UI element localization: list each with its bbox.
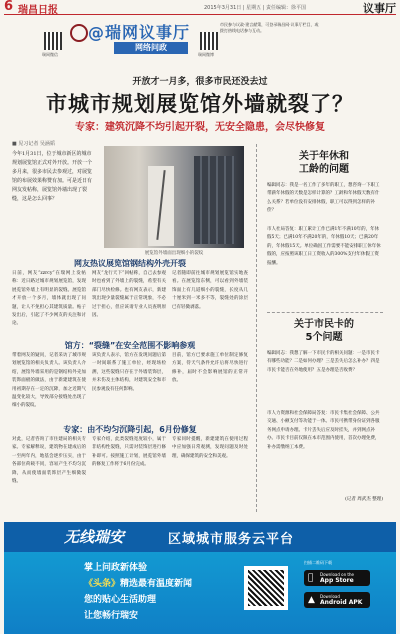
ad-line-2-text: 精选最有温度新闻 [120, 579, 193, 589]
paper-name: 瑞昌日报 [18, 5, 58, 16]
box2-title-line1: 关于市民卡的 [294, 319, 354, 330]
qr-caption-left: 瑞网微信 [42, 52, 58, 57]
ad-title: 区域城市服务云平台 [168, 532, 295, 547]
at-sign-icon [70, 24, 88, 42]
box1-title [269, 150, 379, 176]
ad-line-2-highlight: 《头条》 [84, 579, 121, 589]
qr-caption-right: 瑞网微博 [198, 52, 214, 57]
ad-line-4: 让您畅行瑞安 [84, 611, 139, 621]
section1-title: 网友热议展览馆钢结构外壳开裂 [74, 259, 186, 268]
section2-title: 馆方：“裂缝”在安全范围不影响参观 [64, 341, 196, 350]
ad-line-2 [84, 576, 192, 589]
banner-title: @瑞网议事厅 [88, 23, 191, 42]
android-name: Android APK [320, 599, 363, 606]
qr-code-icon [200, 32, 218, 50]
qr-code-icon [44, 32, 62, 50]
article-lead: 今年1月31日，位于城市新区的城市规划展览馆正式对外开放。开放一个多月来，很多市民去参观过，对展览馆的布展效果称赞有加。可是近日有网友发帖称，展览馆外墙出现了裂缝，这是怎么回事？ [12, 151, 93, 202]
ad-line-3: 您的贴心生活助理 [84, 595, 157, 605]
app-store-name: App Store [320, 577, 354, 584]
ad-tagline: 无线瑞安 [64, 528, 125, 546]
box1-answer: 市人社局答复：职工累计工作已满1年不满10年的，年休假5天；已满10年不满20年的，年休假10天；已满20年的，年休假15天。单位确因工作需要不能安排职工休年休假的，应按照该职工日工资收入的300%支付年休假工资报酬。 [267, 227, 381, 266]
section1-col3: 记者随即前往城市规划展览馆实地查看。在展览馆东侧，可以看到外墙装饰面上有几道细小的裂缝，长度从几十厘米到一米多不等，裂缝处的涂层已有轻微剥落。 [172, 271, 248, 310]
section1-col1: 日前，网友“zzrcy”在瑞网上发帖称：近日路过城市规划展览馆，发现展览馆外墙上有明显的裂缝。展览馆才开放一个多月，墙体就出现了问题，让人不免担心其建筑质量。帖子发出后，引起了不少网友的关注和讨论。 [12, 271, 86, 327]
box1-title-line2: 工龄的问题 [299, 164, 349, 175]
article-byline: ■ 见习记者 吴涵韬 [12, 141, 55, 147]
section-title: 议事厅 [363, 2, 396, 15]
section2-col3: 目前，馆方已要求施工单位制定修复方案，待天气条件允许后将尽快进行修补，届时不会影响展馆的正常开放。 [172, 353, 248, 384]
download-qr-code-icon[interactable] [244, 566, 288, 610]
issue-meta: 2015年3月31日 | 星期五 | 责任编辑：徐平国 [204, 5, 306, 11]
box2-title-line2: 5个问题 [305, 332, 343, 343]
box2-title [269, 318, 379, 344]
photo-caption: 展览馆外墙面出现细小的裂纹 [144, 251, 204, 256]
android-apk-button[interactable] [304, 592, 370, 608]
photo-glass-facade [194, 156, 236, 244]
ad-line-1: 掌上问政新体验 [84, 563, 148, 573]
sidebar-box [257, 144, 389, 512]
android-top: Download [320, 594, 340, 599]
article-kicker: 开放才一月多，很多市民还没去过 [132, 77, 268, 87]
sidebar-divider [267, 312, 383, 313]
store-hint: 扫描二维码下载 [304, 560, 332, 565]
column-banner [40, 18, 396, 64]
section3-col1: 对此，记者咨询了市住建局的相关专家。专家解释说，建筑物在建成后的一至两年内，地基会逐步压实，由于各部位荷载不同，容易产生不均匀沉降，从而使墙面装饰层产生细微裂缝。 [12, 437, 86, 485]
section2-col1: 带着网友的疑问，记者采访了城市规划展览馆的相关负责人。该负责人介绍，展馆外墙采用的是钢结构外壳加装饰面板的做法，由于新建建筑在使用初期存在一定的沉降，加之近期气温变化较大，导致部分接缝处出现了细小的裂纹。 [12, 353, 86, 409]
article-photo [104, 146, 244, 248]
banner-text: 市民参与议政·建言献策，可登录瑞昌网·议事厅栏目，或拨打热线电话参与互动。 [220, 22, 319, 33]
android-icon: ▲ [308, 595, 315, 605]
box1-question: 编辑同志：我是一名工作了多年的职工，想咨询一下职工带薪年休假的天数是怎样计算的？工龄和年休假天数有什么关系？若单位没有安排休假，职工可以得到怎样的补偿？ [267, 183, 380, 214]
box2-question: 编辑同志：我想了解一下市民卡的相关问题：一是市民卡有哪些功能？二是如何办理？三是丢失后怎么补办？四是市民卡能否在外地使用？五是办理是否收费？ [267, 351, 380, 373]
banner-subtitle: 网络问政 [114, 42, 188, 54]
section3-title: 专家：由不均匀沉降引起，6月份修复 [63, 425, 197, 434]
section2-col2: 该负责人表示，馆方在发现问题后第一时间联系了施工单位，经现场检测，这些裂缝只存在于外墙装饰层，并未伤及主体结构，对建筑安全和市民参观没有任何影响。 [92, 353, 166, 392]
page-number: 6 [4, 0, 14, 14]
sidebar [256, 144, 389, 512]
sidebar-signature: (记者 周武杰 整理) [345, 497, 383, 502]
app-store-top: Download on the [320, 572, 354, 577]
article-headline: 市城市规划展览馆外墙就裂了？ [46, 92, 354, 116]
page-header [4, 0, 396, 15]
box2-answer: 市人力资源和社会保障局答复：市民卡集社会保障、公共交通、小额支付等功能于一体。市民可携带身份证到各服务网点申请办理。卡片丢失后应及时挂失，并到网点补办。市民卡目前仅限在本市范围内使用，首次办理免费，补办需缴纳工本费。 [267, 411, 380, 450]
section1-col2: 网友“龙行天下”回帖称，自己去参观时也看到了外墙上的裂缝，希望有关部门尽快检修。也有网友表示，新建筑出现少量裂缝属于正常现象，不必过于担心，但应该请专业人员查明原因。 [92, 271, 166, 319]
section3-col3: 专家同时提醒，新建建筑在使用过程中应加强日常观测，发现问题及时处理，确保建筑的安全和美观。 [172, 437, 248, 459]
article-subhead: 专家：建筑沉降不均引起开裂，无安全隐患，会尽快修复 [75, 122, 325, 133]
app-store-button[interactable] [304, 570, 370, 586]
apple-icon [308, 573, 313, 583]
app-advertisement [4, 522, 396, 634]
box1-title-line1: 关于年休和 [299, 151, 349, 162]
section3-col2: 专家介绍，此类裂缝宽度较小，属于非结构性裂缝，只需对装饰层进行修补即可。按照施工计划，展览馆外墙的修复工作将于6月份完成。 [92, 437, 166, 468]
